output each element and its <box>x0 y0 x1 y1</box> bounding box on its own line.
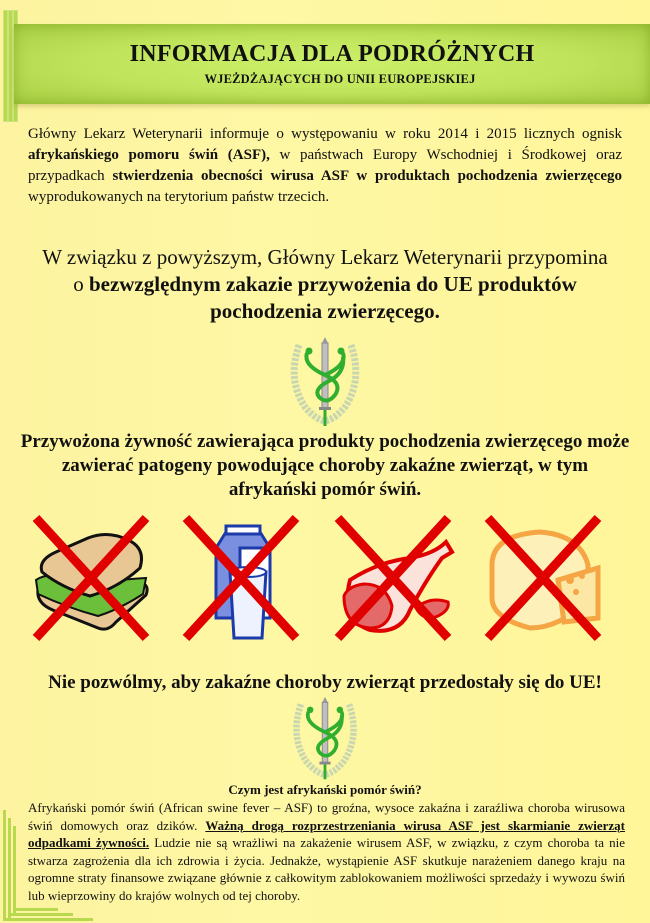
page-subtitle: WJEŻDŻAJĄCYCH DO UNII EUROPEJSKIEJ <box>204 72 476 86</box>
intro-paragraph: Główny Lekarz Weterynarii informuje o występowaniu w roku 2014 i 2015 licznych ognisk afrykańskiego pomoru świń (ASF), w państwach Europy Wschodniej i Środkowej oraz przypadkach stwierdzenia obecności wirusa ASF w produktach pochodzenia zwierzęcego wyprodukowanych na terytorium państw trzecich. <box>28 126 622 205</box>
import-ban-reminder: W związku z powyższym, Główny Lekarz Weterynarii przypomina o bezwzględnym zakazie przywożenia do UE produktów pochodzenia zwierzęcego. <box>42 245 608 323</box>
transmission-emphasis: Ważną drogą rozprzestrzeniania wirusa ASF jest skarmianie zwierząt odpadkami żywności. <box>28 817 626 850</box>
decorative-corner-bars <box>0 810 100 923</box>
import-ban-emphasis: bezwzględnym zakazie przywożenia do UE produktów pochodzenia zwierzęcego. <box>88 272 577 323</box>
closing-appeal: Nie pozwólmy, aby zakaźne choroby zwierząt przedostały się do UE! <box>48 672 602 693</box>
faq-heading: Czym jest afrykański pomór świń? <box>228 782 422 797</box>
virus-detection-emphasis: stwierdzenia obecności wirusa ASF w produktach pochodzenia zwierzęcego <box>112 168 622 184</box>
asf-emphasis: afrykańskiego pomoru świń (ASF), <box>28 147 270 163</box>
veterinary-inspection-logo-icon <box>285 335 365 430</box>
header-banner <box>14 24 650 104</box>
cheese-icon <box>480 510 605 645</box>
ham-icon <box>330 510 455 645</box>
veterinary-inspection-logo-icon <box>287 695 363 783</box>
pathogen-warning: Przywożona żywność zawierająca produkty pochodzenia zwierzęcego może zawierać patogeny powodujące choroby zakaźne zwierząt, w tym afrykański pomór świń. <box>20 431 630 500</box>
milk-carton-icon <box>178 510 303 645</box>
page-title: INFORMACJA DLA PODRÓŻNYCH <box>129 41 535 67</box>
sandwich-icon <box>28 510 153 645</box>
faq-paragraph: Afrykański pomór świń (African swine fever – ASF) to groźna, wysoce zakaźna i zaraźliwa choroba wirusowa świń domowych oraz dzików. Ważną drogą rozprzestrzeniania wirusa ASF jest skarmianie zwierząt odpadkami żywności. Ludzie nie są wrażliwi na zakażenie wirusem ASF, w związku, z czym choroba ta nie stwarza zagrożenia dla ich zdrowia i życia. Jednakże, wystąpienie ASF skutkuje narażeniem danego kraju na ogromne straty finansowe związane głównie z całkowitym zablokowaniem możliwości sprzedaży i wywozu świń lub wieprzowiny do krajów wolnych od tej choroby. <box>28 800 626 903</box>
prohibited-items-row <box>28 510 628 645</box>
